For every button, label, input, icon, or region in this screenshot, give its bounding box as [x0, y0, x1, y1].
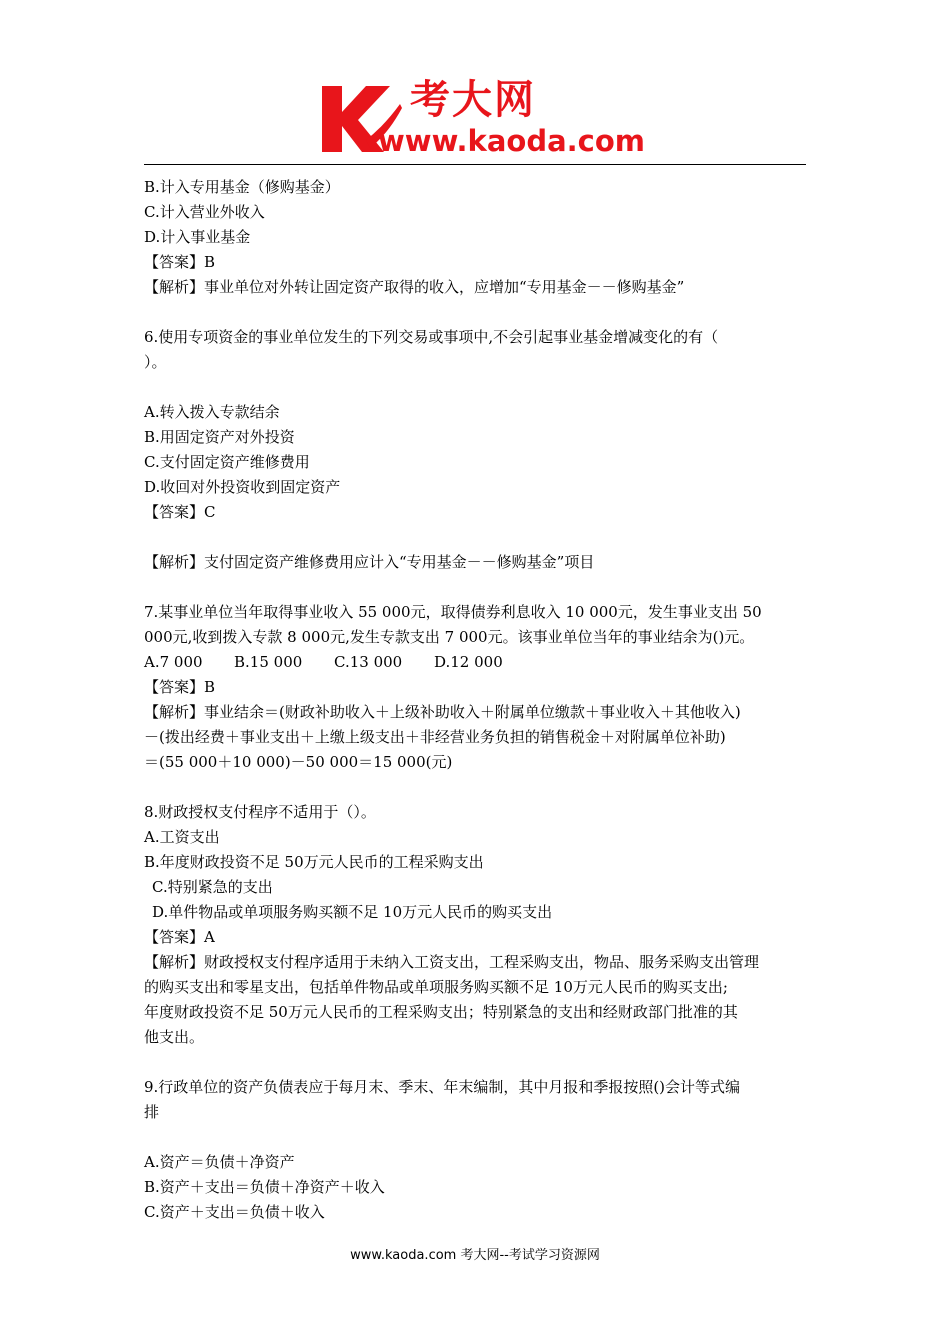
options-row [144, 650, 812, 675]
option-d: D.12 000 [434, 653, 503, 671]
option-line: A.转入拨入专款结余 [144, 403, 280, 421]
answer-line: 【答案】C [144, 503, 216, 521]
question-line: 7.某事业单位当年取得事业收入 55 000元，取得债券利息收入 10 000元，发生事业支出 50 [144, 603, 762, 621]
explanation-line: 年度财政投资不足 50万元人民币的工程采购支出；特别紧急的支出和经财政部门批准的其 [144, 1003, 738, 1021]
option-line: D.计入事业基金 [144, 228, 251, 246]
option-line: D.收回对外投资收到固定资产 [144, 478, 341, 496]
option-line: D.单件物品或单项服务购买额不足 10万元人民币的购买支出 [152, 903, 553, 921]
option-line: C.支付固定资产维修费用 [144, 453, 310, 471]
question-line: 8.财政授权支付程序不适用于（）。 [144, 803, 376, 821]
option-line: B.用固定资产对外投资 [144, 428, 295, 446]
explanation-line: 的购买支出和零星支出，包括单件物品或单项服务购买额不足 10万元人民币的购买支出; [144, 978, 728, 996]
option-line: A.工资支出 [144, 828, 220, 846]
option-b: B.15 000 [234, 653, 303, 671]
option-line: C.特别紧急的支出 [152, 878, 273, 896]
option-a: A.7 000 [144, 653, 203, 671]
explanation-line: 【解析】事业结余＝(财政补助收入＋上级补助收入＋附属单位缴款＋事业收入＋其他收入) [144, 703, 741, 721]
explanation-line: 【解析】财政授权支付程序适用于未纳入工资支出，工程采购支出，物品、服务采购支出管理 [144, 953, 760, 971]
explanation-line: ＝(55 000＋10 000)－50 000＝15 000(元) [144, 753, 453, 771]
question-line: ）。 [144, 353, 167, 371]
question-line: 000元,收到拨入专款 8 000元,发生专款支出 7 000元。该事业单位当年的事业结余为()元。 [144, 628, 755, 646]
option-line: A.资产＝负债＋净资产 [144, 1153, 295, 1171]
question-line: 6.使用专项资金的事业单位发生的下列交易或事项中,不会引起事业基金增减变化的有（ [144, 328, 719, 346]
option-line: B.年度财政投资不足 50万元人民币的工程采购支出 [144, 853, 484, 871]
document-body [144, 175, 812, 1225]
explanation-line: －(拨出经费＋事业支出＋上缴上级支出＋非经营业务负担的销售税金＋对附属单位补助) [144, 728, 726, 746]
option-line: B.计入专用基金（修购基金） [144, 178, 340, 196]
explanation-line: 【解析】支付固定资产维修费用应计入“专用基金－－修购基金”项目 [144, 553, 595, 571]
question-line: 9.行政单位的资产负债表应于每月末、季末、年末编制，其中月报和季报按照()会计等式编 [144, 1078, 741, 1096]
answer-line: 【答案】B [144, 678, 216, 696]
page-footer: www.kaoda.com 考大网--考试学习资源网 [350, 1248, 600, 1263]
answer-line: 【答案】A [144, 928, 215, 946]
logo-chinese-name: 考大网 [410, 77, 536, 123]
answer-line: 【答案】B [144, 253, 216, 271]
header-rule [144, 164, 806, 165]
option-line: B.资产＋支出＝负债＋净资产＋收入 [144, 1178, 385, 1196]
option-line: C.资产＋支出＝负债＋收入 [144, 1203, 325, 1221]
option-c: C.13 000 [334, 653, 403, 671]
option-line: C.计入营业外收入 [144, 203, 265, 221]
explanation-line: 他支出。 [144, 1028, 205, 1046]
explanation-line: 【解析】事业单位对外转让固定资产取得的收入，应增加“专用基金－－修购基金” [144, 278, 685, 296]
site-logo [318, 77, 645, 160]
question-line: 排 [144, 1103, 160, 1121]
logo-url: www.kaoda.com [378, 124, 645, 158]
